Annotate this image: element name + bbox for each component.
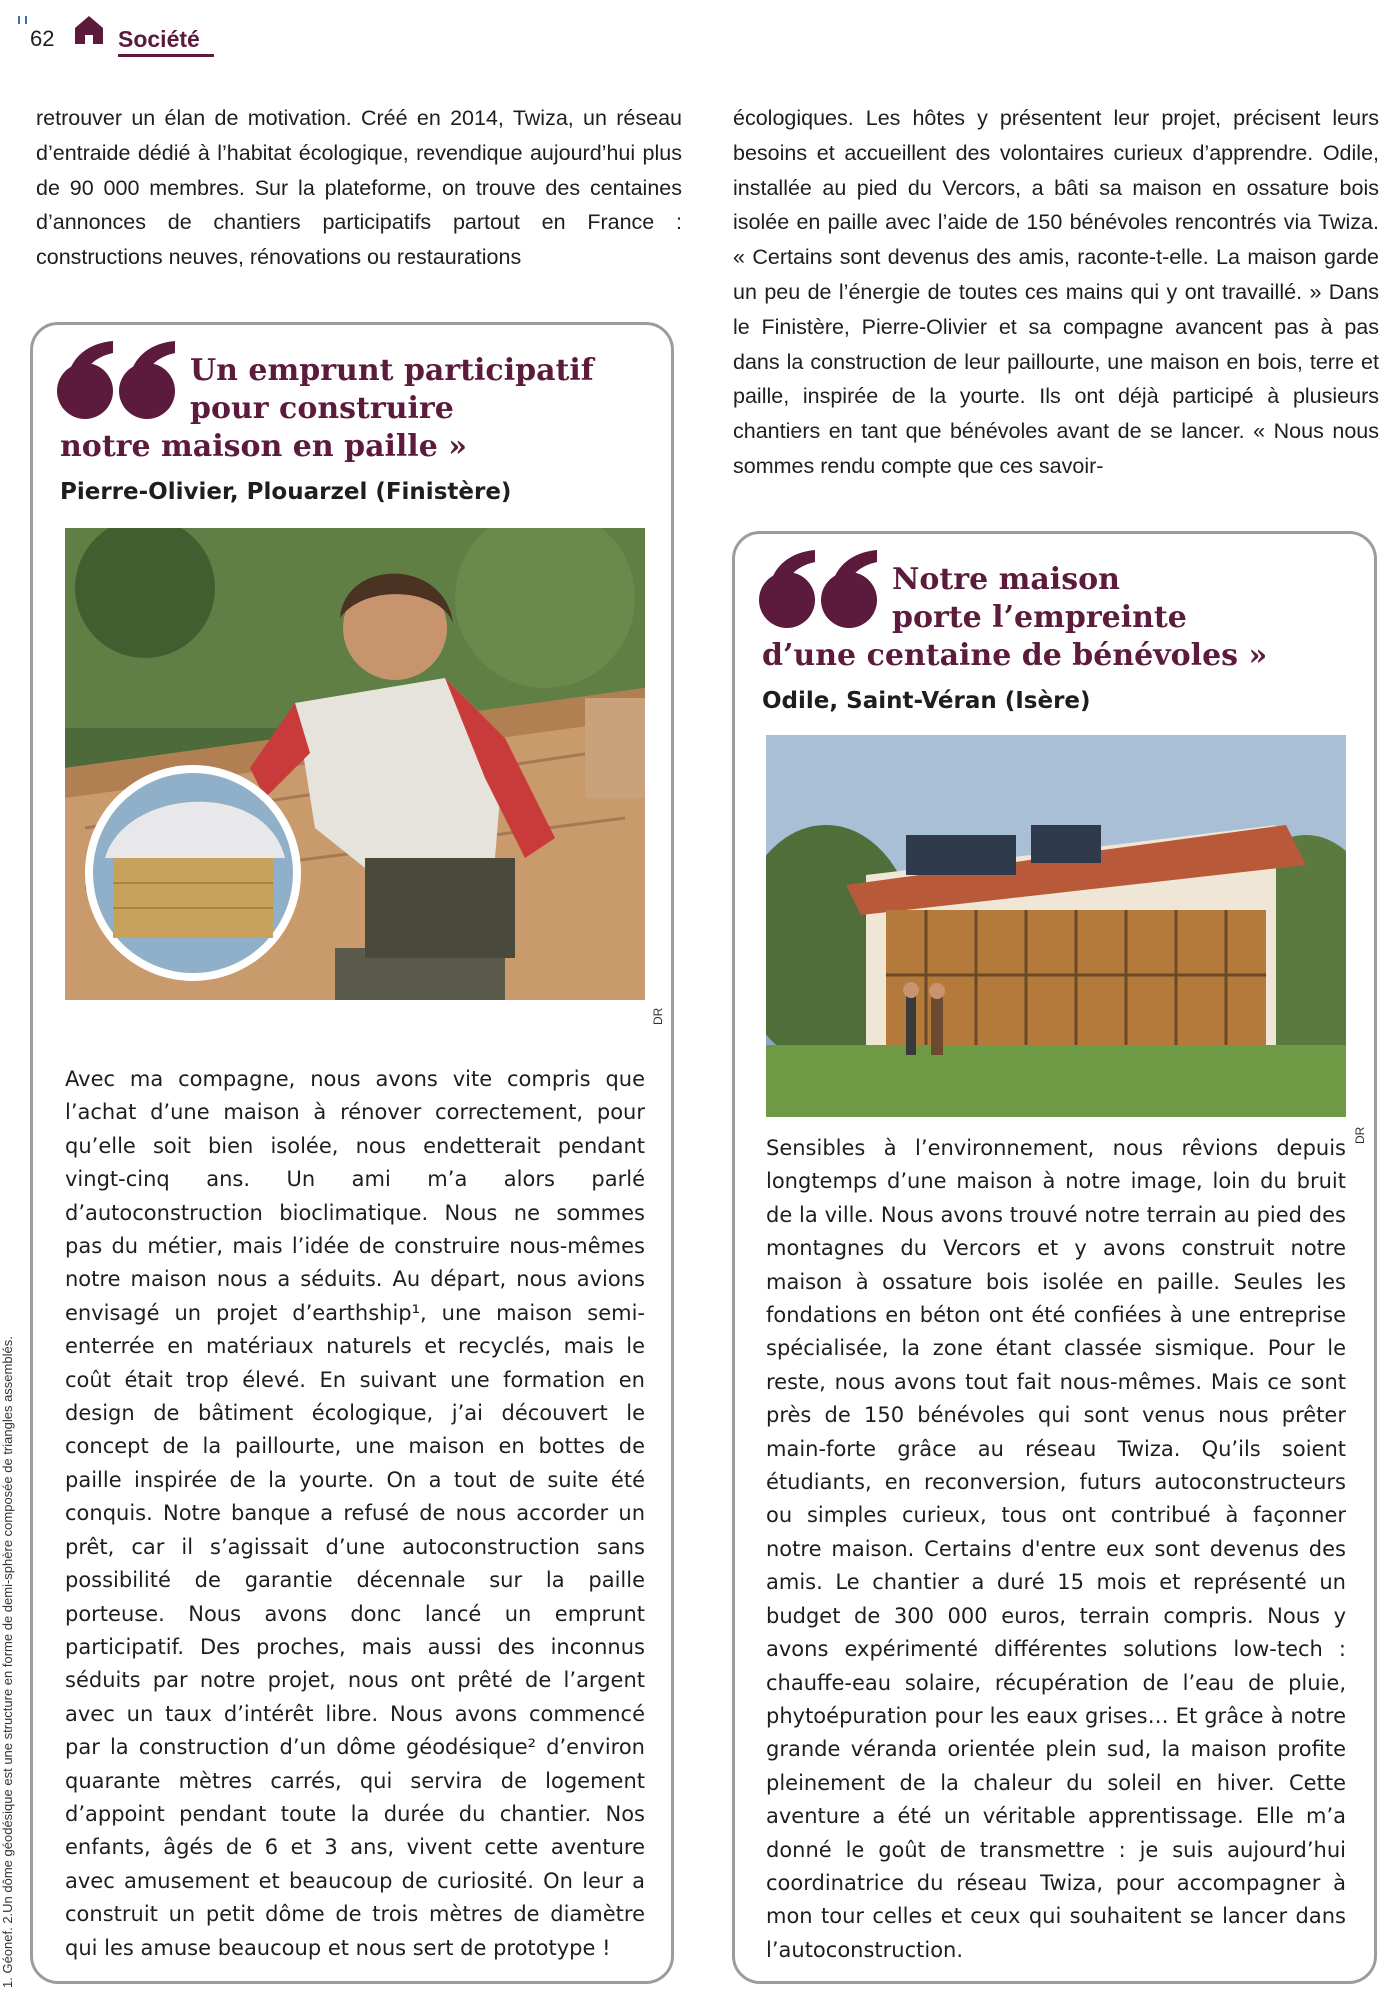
article-left-column: retrouver un élan de motivation. Créé en 2014, Twiza, un réseau d’entraide dédié à l’habitat écologique, revendique aujourd’hui plus de 90 000 membres. Sur la plateforme, on trouve des centaines d’annonces de chantiers participatifs partout en France : constructions neuves, rénovations ou restaurations <box>36 106 682 270</box>
photo-credit: DR <box>1353 1126 1367 1144</box>
photo-credit: DR <box>651 1007 665 1025</box>
quote-line-3: notre maison en paille » <box>60 429 467 464</box>
section-underline <box>118 54 214 57</box>
testimony-text: Avec ma compagne, nous avons vite compris que l’achat d’une maison à rénover correctement, pour qu’elle soit bien isolée, nous endetterait pendant vingt-cinq ans. Un ami m’a alors parlé d’autoconstruction bioclimatique. Nous ne sommes pas du métier, mais l’idée de construire nous-mêmes notre maison nous a séduits. Au départ, nous avions envisagé un projet d’earthship¹, une maison semi-enterrée en matériaux naturels et recyclés, mais le coût était trop élevé. En suivant une formation en design de bâtiment écologique, j’ai découvert le concept de la paillourte, une maison en bottes de paille inspirée de la yourte. On a tout de suite été conquis. Notre banque a refusé de nous accorder un prêt, car il s’agissait d’une autoconstruction sans possibilité de garantie décennale sur la paille porteuse. Nous avons donc lancé un emprunt participatif. Des proches, mais aussi des inconnus séduits par notre projet, nous ont prêté de l’argent avec un taux d’intérêt libre. Nous avons commencé par la construction d’un dôme géodésique² d’environ quarante mètres carrés, qui servira de logement d’appoint pendant toute la durée du chantier. Nos enfants, âgés de 6 et 3 ans, vivent cette aventure avec amusement et beaucoup de curiosité. On leur a construit un petit dôme de trois mètres de diamètre qui les amuse beaucoup et nous sert de prototype ! <box>65 1067 645 1960</box>
testimony-text: Sensibles à l’environnement, nous rêvions depuis longtemps d’une maison à notre image, loin du bruit de la ville. Nous avons trouvé notre terrain au pied des montagnes du Vercors et y avons construit notre maison à ossature bois isolée en paille. Seules les fondations en béton ont été confiées à une entreprise spécialisée, la zone étant classée sismique. Pour le reste, nous avons tout fait nous-mêmes. Mais ce sont près de 150 bénévoles qui sont venus nous prêter main-forte grâce au réseau Twiza. Qu’ils soient étudiants, en reconversion, futurs autoconstructeurs ou simples curieux, tous ont contribué à façonner notre maison. Certains d'entre eux sont devenus des amis. Le chantier a duré 15 mois et représenté un budget de 300 000 euros, terrain compris. Nous y avons expérimenté différentes solutions low-tech : chauffe-eau solaire, récupération de l’eau de pluie, phytoépuration pour les eaux grises… Et grâce à notre grande véranda orientée plein sud, la maison profite pleinement de la chaleur du soleil en hiver. Cette aventure a été un véritable apprentissage. Elle m’a donné le goût de transmettre : je suis aujourd’hui coordinatrice du réseau Twiza, pour accompagner à mon tour celles et ceux qui souhaitent se lancer dans l’autoconstruction. <box>766 1136 1346 1962</box>
page-number: 62 <box>30 26 55 51</box>
photo-pierre-olivier <box>65 528 645 1000</box>
quote-line-2: porte l’empreinte <box>892 600 1187 635</box>
author-name: Pierre-Olivier, Plouarzel (Finistère) <box>60 479 512 505</box>
testimony-box-odile <box>732 531 1377 1984</box>
quote-line-1: Notre maison <box>892 562 1120 597</box>
section-title: Société <box>118 26 200 52</box>
article-right-column: écologiques. Les hôtes y présentent leur projet, précisent leurs besoins et accueillent des volontaires curieux d’apprendre. Odile, installée au pied du Vercors, a bâti sa maison en ossature bois isolée en paille avec l’aide de 150 bénévoles rencontrés via Twiza. « Certains sont devenus des amis, raconte-t-elle. La maison garde un peu de l’énergie de toutes ces mains qui y ont travaillé. » Dans le Finistère, Pierre-Olivier et sa compagne avancent pas à pas dans la construction de leur paillourte, une maison en bois, terre et paille, inspirée de la yourte. Ils ont déjà participé à plusieurs chantiers en tant que bénévoles avant de se lancer. « Nous nous sommes rendu compte que ces savoir- <box>733 106 1379 478</box>
footnotes: 1. Géonef. 2.Un dôme géodésique est une structure en forme de demi-sphère composée de triangles assemblés. <box>0 1336 15 1988</box>
author-name: Odile, Saint-Véran (Isère) <box>762 688 1091 714</box>
quote-line-1: Un emprunt participatif <box>190 353 594 388</box>
photo-odile-house <box>766 735 1346 1117</box>
page-marker <box>18 16 27 24</box>
quote-line-2: pour construire <box>190 391 454 426</box>
quote-title <box>762 561 1362 675</box>
house-icon <box>72 12 106 46</box>
quote-title <box>60 352 660 466</box>
quote-line-3: d’une centaine de bénévoles » <box>762 638 1268 673</box>
testimony-box-pierre-olivier <box>30 322 674 1984</box>
